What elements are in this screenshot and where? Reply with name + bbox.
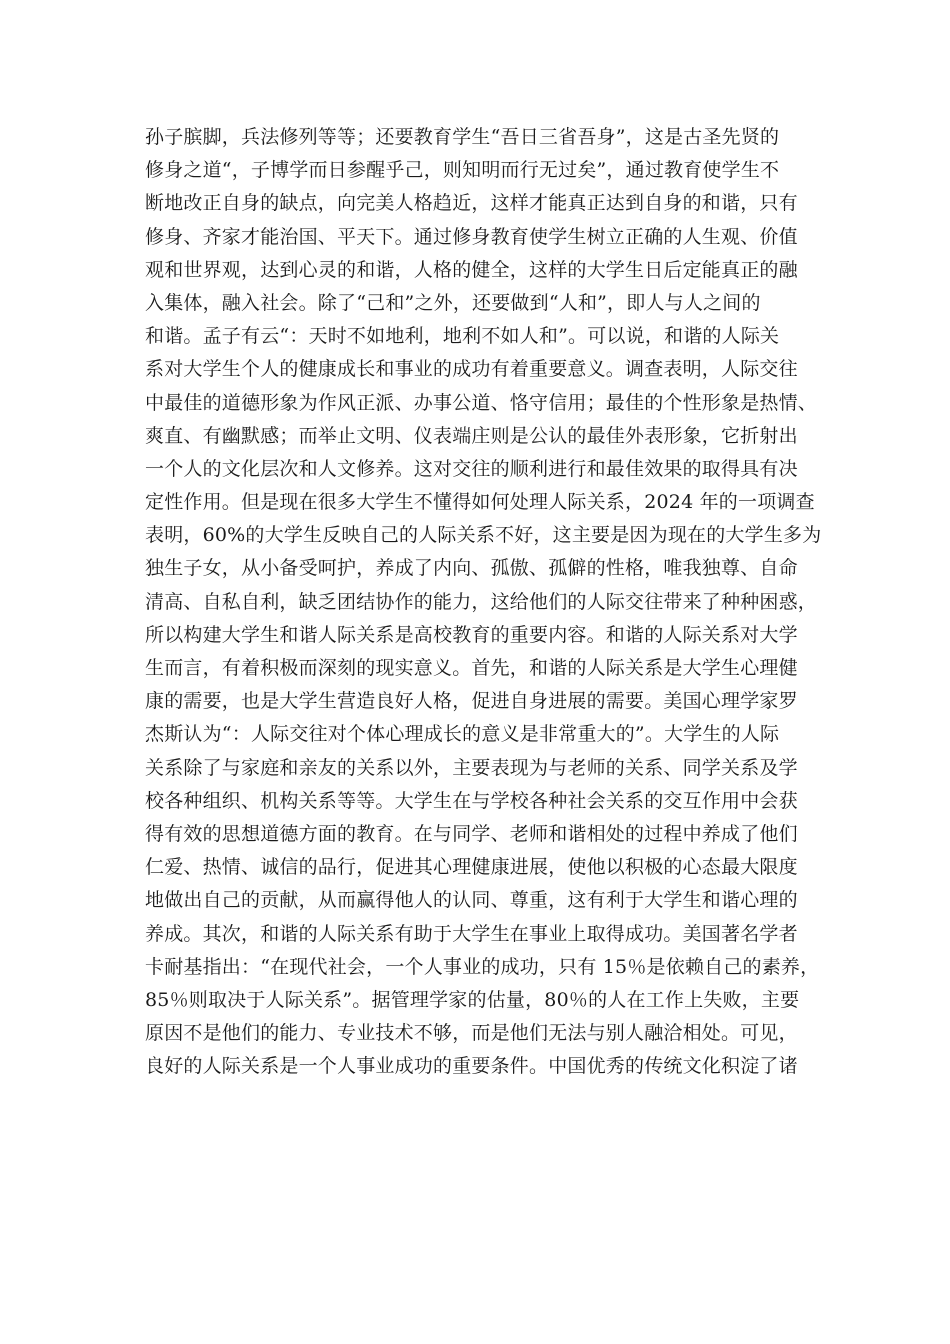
text-line-3: 断地改正自身的缺点，向完美人格趋近，这样才能真正达到自身的和谐，只有 <box>145 192 798 215</box>
text-line-12: 定性作用。但是现在很多大学生不懂得如何处理人际关系，2024 年的一项调查 <box>145 491 815 514</box>
text-line-6: 入集体，融入社会。除了“己和”之外，还要做到“人和”，即人与人之间的 <box>145 291 761 314</box>
text-line-11: 一个人的文化层次和人文修养。这对交往的顺利进行和最佳效果的取得具有决 <box>145 457 798 480</box>
text-line-27: 85％则取决于人际关系”。据管理学家的估量，80％的人在工作上失败，主要 <box>145 988 800 1011</box>
text-line-14: 独生子女，从小备受呵护，养成了内向、孤傲、孤僻的性格，唯我独尊、自命 <box>145 557 798 580</box>
text-line-21: 校各种组织、机构关系等等。大学生在与学校各种社会关系的交互作用中会获 <box>145 789 798 812</box>
text-line-22: 得有效的思想道德方面的教育。在与同学、老师和谐相处的过程中养成了他们 <box>145 822 798 845</box>
text-line-24: 地做出自己的贡献，从而赢得他人的认同、尊重，这有利于大学生和谐心理的 <box>145 889 798 912</box>
text-line-26: 卡耐基指出：“在现代社会，一个人事业的成功，只有 15％是依赖自己的素养， <box>145 955 820 978</box>
text-line-23: 仁爱、热情、诚信的品行，促进其心理健康进展，使他以积极的心态最大限度 <box>145 856 798 879</box>
text-line-19: 杰斯认为“：人际交往对个体心理成长的意义是非常重大的”。大学生的人际 <box>145 723 780 746</box>
text-line-5: 观和世界观，达到心灵的和谐，人格的健全，这样的大学生日后定能真正的融 <box>145 258 798 281</box>
text-line-25: 养成。其次，和谐的人际关系有助于大学生在事业上取得成功。美国著名学者 <box>145 922 798 945</box>
text-line-10: 爽直、有幽默感；而举止文明、仪表端庄则是公认的最佳外表形象，它折射出 <box>145 424 798 447</box>
text-line-15: 清高、自私自利，缺乏团结协作的能力，这给他们的人际交往带来了种种困惑， <box>145 590 818 613</box>
text-line-16: 所以构建大学生和谐人际关系是高校教育的重要内容。和谐的人际关系对大学 <box>145 623 798 646</box>
text-line-20: 关系除了与家庭和亲友的关系以外，主要表现为与老师的关系、同学关系及学 <box>145 756 798 779</box>
text-line-4: 修身、齐家才能治国、平天下。通过修身教育使学生树立正确的人生观、价值 <box>145 225 798 248</box>
text-line-7: 和谐。孟子有云“：天时不如地利，地利不如人和”。可以说，和谐的人际关 <box>145 325 780 348</box>
text-line-18: 康的需要，也是大学生营造良好人格，促进自身进展的需要。美国心理学家罗 <box>145 690 798 713</box>
text-line-28: 原因不是他们的能力、专业技术不够，而是他们无法与别人融洽相处。可见， <box>145 1022 798 1045</box>
text-line-17: 生而言，有着积极而深刻的现实意义。首先，和谐的人际关系是大学生心理健 <box>145 657 798 679</box>
text-line-13: 表明，60%的大学生反映自己的人际关系不好，这主要是因为现在的大学生多为 <box>145 524 822 547</box>
text-line-8: 系对大学生个人的健康成长和事业的成功有着重要意义。调查表明，人际交往 <box>145 358 798 381</box>
text-line-29: 良好的人际关系是一个人事业成功的重要条件。中国优秀的传统文化积淀了诸 <box>145 1055 798 1078</box>
body-text <box>145 121 822 1083</box>
text-line-9: 中最佳的道德形象为作风正派、办事公道、恪守信用；最佳的个性形象是热情、 <box>145 391 818 414</box>
text-line-2: 修身之道“，子博学而日参醒乎己，则知明而行无过矣”，通过教育使学生不 <box>145 159 780 182</box>
text-line-1: 孙子膑脚，兵法修列等等；还要教育学生“吾日三省吾身”，这是古圣先贤的 <box>145 126 780 148</box>
